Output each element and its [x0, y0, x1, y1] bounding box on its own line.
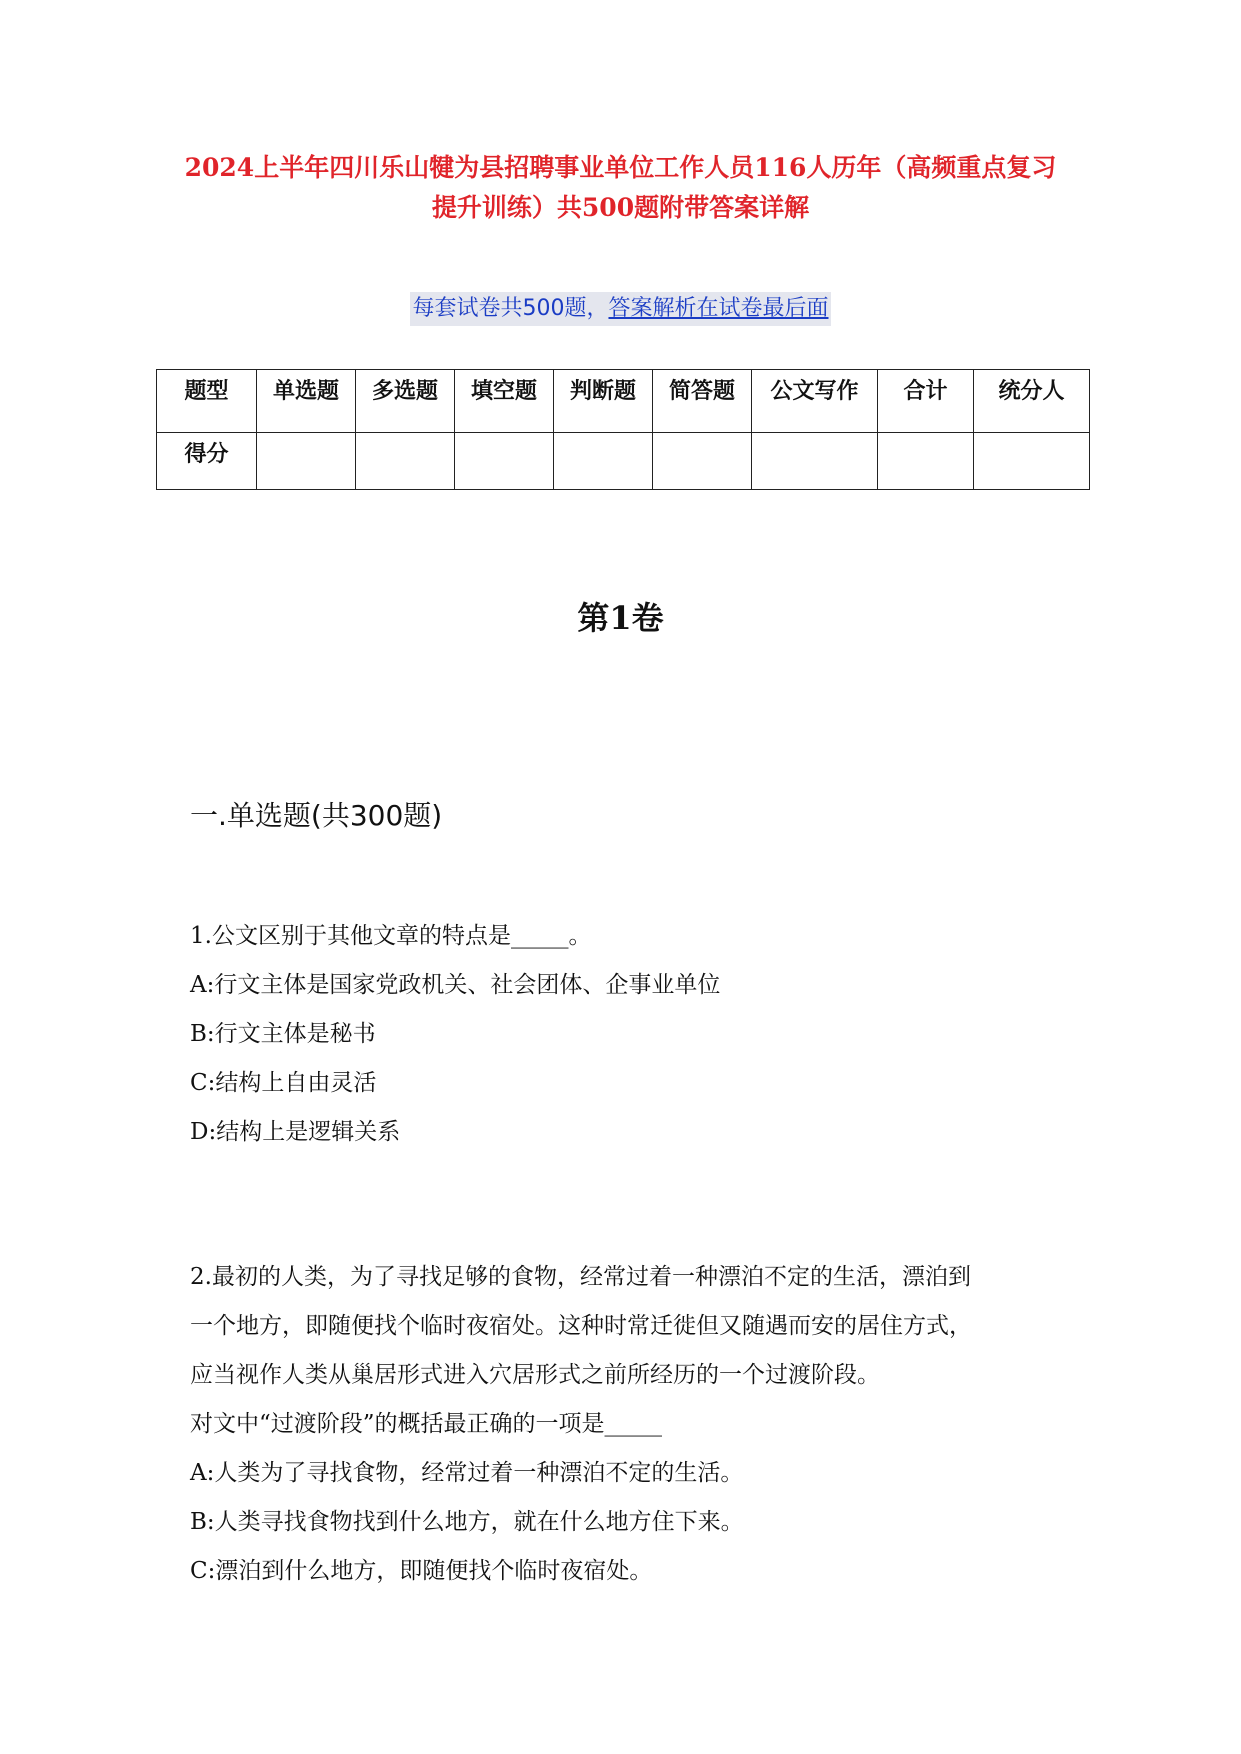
question-1: [190, 912, 1090, 1157]
question-stem-line: 2.最初的人类，为了寻找足够的食物，经常过着一种漂泊不定的生活，漂泊到: [190, 1264, 971, 1290]
header-cell: 题型: [157, 370, 257, 433]
subtitle-link[interactable]: 答案解析在试卷最后面: [608, 296, 829, 321]
score-cell[interactable]: [257, 433, 356, 490]
option-c: C:漂泊到什么地方，即随便找个临时夜宿处。: [190, 1558, 653, 1584]
option-b: B:行文主体是秘书: [190, 1021, 376, 1047]
header-cell: 单选题: [257, 370, 356, 433]
score-row-label: 得分: [157, 433, 257, 490]
score-cell[interactable]: [752, 433, 878, 490]
section-heading: 一.单选题(共300题): [190, 799, 443, 832]
volume-title: 第1卷: [577, 599, 664, 637]
question-stem-line: 一个地方，即随便找个临时夜宿处。这种时常迁徙但又随遇而安的居住方式，: [190, 1313, 972, 1339]
subtitle: [410, 292, 830, 326]
question-stem-line: 应当视作人类从巢居形式进入穴居形式之前所经历的一个过渡阶段。: [190, 1362, 880, 1388]
option-a: A:人类为了寻找食物，经常过着一种漂泊不定的生活。: [190, 1460, 744, 1486]
header-cell: 填空题: [455, 370, 554, 433]
score-cell[interactable]: [455, 433, 554, 490]
header-cell: 多选题: [356, 370, 455, 433]
title-line-1: 2024上半年四川乐山犍为县招聘事业单位工作人员116人历年（高频重点复习: [184, 153, 1057, 182]
option-d: D:结构上是逻辑关系: [190, 1119, 401, 1145]
title-line-2: 提升训练）共500题附带答案详解: [431, 193, 810, 222]
question-stem: 1.公文区别于其他文章的特点是_____。: [190, 923, 592, 949]
score-table-score-row: [157, 433, 1090, 490]
question-2: [190, 1253, 1090, 1596]
score-table-header-row: [157, 370, 1090, 433]
subtitle-wrap: [0, 292, 1241, 326]
header-cell: 统分人: [974, 370, 1090, 433]
score-cell[interactable]: [878, 433, 974, 490]
option-c: C:结构上自由灵活: [190, 1070, 377, 1096]
score-cell[interactable]: [653, 433, 752, 490]
header-cell: 简答题: [653, 370, 752, 433]
header-cell: 公文写作: [752, 370, 878, 433]
document-title: [150, 148, 1091, 228]
score-cell[interactable]: [356, 433, 455, 490]
score-cell[interactable]: [974, 433, 1090, 490]
subtitle-part-1: 每套试卷共500题，: [412, 296, 609, 321]
option-a: A:行文主体是国家党政机关、社会团体、企事业单位: [190, 972, 721, 998]
header-cell: 合计: [878, 370, 974, 433]
score-table: [156, 369, 1090, 490]
header-cell: 判断题: [554, 370, 653, 433]
option-b: B:人类寻找食物找到什么地方，就在什么地方住下来。: [190, 1509, 744, 1535]
question-prompt: 对文中“过渡阶段”的概括最正确的一项是_____: [190, 1411, 663, 1437]
score-cell[interactable]: [554, 433, 653, 490]
